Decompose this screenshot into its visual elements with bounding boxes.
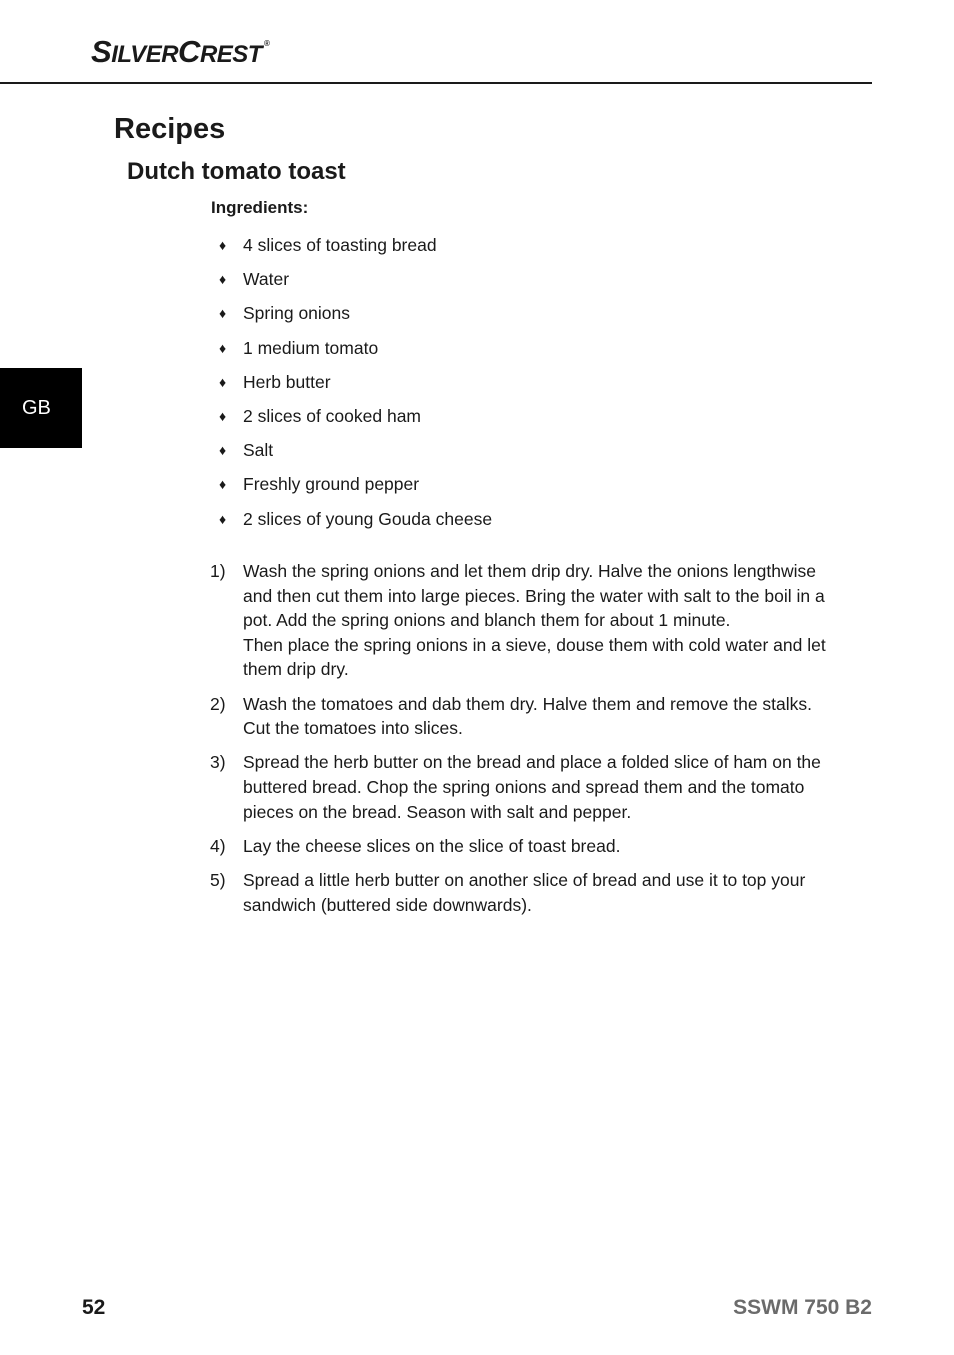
ingredient-item [218, 370, 492, 404]
model-number: SSWM 750 B2 [733, 1296, 872, 1319]
step-text: Wash the tomatoes and dab them dry. Halve them and remove the stalks. Cut the tomatoes into slices. [243, 693, 813, 739]
ingredient-text: 2 slices of young Gouda cheese [243, 508, 493, 529]
step-item [210, 834, 840, 859]
ingredient-text: Freshly ground pepper [243, 474, 420, 495]
ingredients-label: Ingredients: [211, 198, 309, 217]
ingredient-item [218, 404, 492, 438]
step-number: 1) [210, 561, 226, 581]
diamond-bullet-icon: ♦ [219, 305, 227, 322]
ingredient-text: Herb butter [243, 371, 331, 392]
diamond-bullet-icon: ♦ [219, 442, 227, 459]
ingredient-item [218, 507, 492, 541]
language-code: GB [22, 396, 51, 419]
step-item [210, 559, 840, 682]
diamond-bullet-icon: ♦ [219, 237, 227, 253]
section-title: Recipes [114, 113, 226, 145]
ingredient-text: Spring onions [243, 303, 351, 324]
step-number: 5) [210, 869, 226, 890]
diamond-bullet-icon: ♦ [219, 271, 227, 288]
step-text: Spread the herb butter on the bread and place a folded slice of ham on the buttered bread. Chop the spring onions and spread them and the tomato pieces on the bread. Season with salt and pepper. [243, 752, 821, 822]
logo-letter-s: S [91, 34, 112, 69]
ingredient-item [218, 301, 492, 335]
diamond-bullet-icon: ♦ [219, 373, 227, 390]
step-number: 3) [210, 752, 226, 773]
ingredient-item [218, 438, 492, 472]
ingredient-item [218, 472, 492, 506]
ingredient-text: 2 slices of cooked ham [243, 405, 422, 426]
ingredient-item [218, 336, 492, 370]
step-text: Wash the spring onions and let them drip dry. Halve the onions lengthwise and then cut them into large pieces. Bring the water with salt to the boil in a pot. Add the spring onions and blanch them for about 1 minute. Then place the spring onions in a sieve, douse them with cold water and let them drip dry. [243, 561, 826, 680]
step-text: Spread a little herb butter on another slice of bread and use it to top your sandwich (buttered side downwards). [243, 869, 806, 915]
ingredient-item [218, 267, 492, 301]
ingredient-text: 4 slices of toasting bread [243, 235, 437, 255]
diamond-bullet-icon: ♦ [219, 510, 227, 527]
header-divider [0, 82, 872, 84]
step-number: 4) [210, 835, 226, 856]
diamond-bullet-icon: ♦ [219, 339, 227, 356]
registered-mark: ® [263, 39, 270, 48]
diamond-bullet-icon: ♦ [219, 476, 227, 493]
ingredients-list [218, 233, 492, 541]
ingredient-text: Water [243, 269, 290, 290]
ingredient-text: Salt [243, 440, 274, 461]
step-item [210, 868, 840, 917]
recipe-title: Dutch tomato toast [127, 158, 346, 185]
steps-list [210, 559, 840, 927]
step-item [210, 692, 840, 741]
ingredient-text: 1 medium tomato [243, 337, 379, 358]
language-tab [0, 368, 82, 448]
step-text: Lay the cheese slices on the slice of toast bread. [243, 835, 621, 856]
step-item [210, 750, 840, 824]
page-number: 52 [82, 1296, 106, 1319]
step-number: 2) [210, 693, 226, 714]
ingredient-item [218, 233, 492, 267]
logo-text-rest: REST [199, 41, 262, 68]
logo-text-ilver: ILVER [111, 41, 179, 68]
diamond-bullet-icon: ♦ [219, 407, 227, 424]
logo-letter-c: C [178, 34, 200, 69]
brand-logo [91, 36, 269, 67]
